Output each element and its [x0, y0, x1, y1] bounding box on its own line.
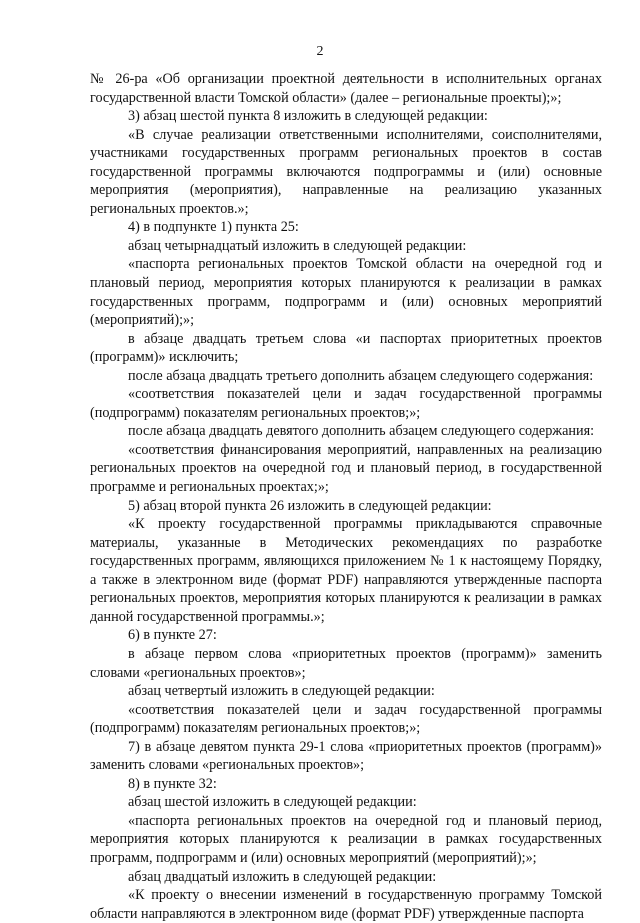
paragraph: абзац шестой изложить в следующей редакции: [128, 794, 417, 811]
paragraph: в абзаце двадцать третьем слова «и паспортах приоритетных проектов (программ)» исключить; [90, 330, 602, 366]
quoted-text: «паспорта региональных проектов Томской области на очередной год и плановый период, мероприятия которых планируются к реализации в рамках государственных программ, подпрограмм и (или) основных мероприятий (мероприятий);»; [90, 256, 602, 329]
paragraph-item-7: 7) в абзаце девятом пункта 29-1 слова «приоритетных проектов (программ)» заменить словами «региональных проектов»; [90, 738, 602, 774]
paragraph: абзац двадцатый изложить в следующей редакции: [128, 868, 437, 885]
quoted-text: «соответствия финансирования мероприятий, направленных на реализацию региональных проектов на очередной год и плановый период, в государственной программе и региональных проектах;»; [90, 441, 602, 496]
paragraph: в абзаце первом слова «приоритетных проектов (программ)» заменить словами «региональных проектов»; [90, 645, 602, 681]
quoted-text: «соответствия показателей цели и задач государственной программы (подпрограмм) показателям региональных проектов;»; [90, 701, 602, 737]
quoted-text: «К проекту государственной программы прикладываются справочные материалы, указанные в Методических рекомендациях по разработке государственных программ, являющихся приложением № 1 к настоящему Порядку, а также в электронном виде (формат PDF) направляются утвержденные паспорта региональных проектов, мероприятия которых планируются к реализации в рамках данной государственной программы.»; [90, 516, 602, 625]
document-body [90, 70, 602, 923]
paragraph: после абзаца двадцать третьего дополнить абзацем следующего содержания: [128, 367, 594, 384]
paragraph: после абзаца двадцать девятого дополнить абзацем следующего содержания: [128, 423, 595, 440]
quoted-text: «соответствия показателей цели и задач государственной программы (подпрограмм) показателям региональных проектов;»; [90, 386, 602, 421]
paragraph: абзац четвертый изложить в следующей редакции: [128, 683, 435, 700]
paragraph-continuation: № 26-ра «Об организации проектной деятельности в исполнительных органах государственной власти Томской области» (далее – региональные проекты);»; [90, 71, 602, 106]
paragraph-item-5: 5) абзац второй пункта 26 изложить в следующей редакции: [128, 497, 492, 514]
paragraph-item-4: 4) в подпункте 1) пункта 25: [128, 219, 299, 236]
paragraph-item-8: 8) в пункте 32: [128, 775, 217, 792]
paragraph-item-6: 6) в пункте 27: [128, 627, 217, 644]
quoted-text: «паспорта региональных проектов на очередной год и плановый период, мероприятия которых планируются к реализации в рамках государственных программ, подпрограмм и (или) основных мероприятий (мероприятий);»; [90, 812, 602, 866]
paragraph: абзац четырнадцатый изложить в следующей редакции: [128, 237, 467, 254]
quoted-text: «В случае реализации ответственными исполнителями, соисполнителями, участниками государственных программ региональных проектов в состав государственной программы включаются подпрограммы и (или) основные мероприятия (мероприятия), направленные на реализацию указанных региональных проектов.»; [90, 126, 602, 217]
quoted-text: «К проекту о внесении изменений в государственную программу Томской области направляются в электронном виде (формат PDF) утвержденные паспорта [90, 887, 602, 922]
paragraph-item-3: 3) абзац шестой пункта 8 изложить в следующей редакции: [128, 108, 488, 125]
page-number: 2 [316, 44, 324, 59]
